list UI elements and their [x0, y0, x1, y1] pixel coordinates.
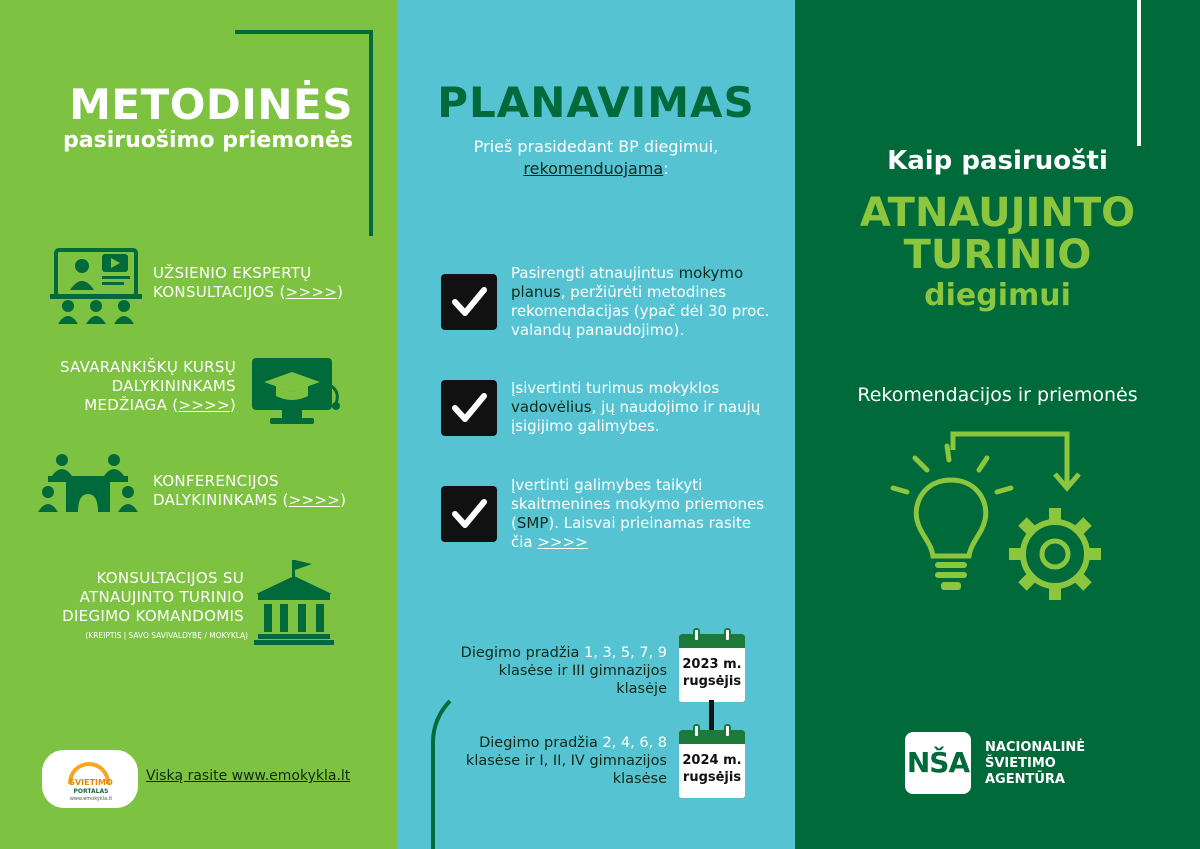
timeline-connector — [709, 700, 714, 730]
right-tagline: Rekomendacijos ir priemonės — [857, 384, 1138, 406]
smp-link[interactable]: >>>> — [537, 533, 588, 551]
emokykla-link[interactable]: Viską rasite www.emokykla.lt — [146, 768, 351, 784]
calendar-2023: 2023 m. rugsėjis — [679, 634, 745, 702]
graduation-monitor-icon — [250, 356, 348, 426]
right-title: ATNAUJINTO TURINIO — [859, 190, 1136, 278]
right-subtitle: diegimui — [924, 278, 1071, 313]
middle-title: PLANAVIMAS — [437, 78, 755, 127]
planning-item-plans: Pasirengti atnaujintus mokymo planus, peržiūrėti metodines rekomendacijas (ypač dėl 30 proc. valandų panaudojimo). — [511, 264, 770, 339]
schedule-text-2024: Diegimo pradžia 2, 4, 6, 8 klasėse ir I, II, IV gimnazijos klasėse — [465, 735, 667, 787]
experts-link[interactable]: >>>> — [285, 283, 338, 301]
svietimo-portalas-logo[interactable]: ŠVIETIMO PORTALAS www.emokykla.lt — [42, 750, 138, 808]
contact-note: (KREIPTIS Į SAVO SAVIVALDYBĘ / MOKYKLĄ) — [85, 631, 248, 640]
middle-panel — [397, 0, 795, 849]
planning-item-smp: Įvertinti galimybes taikyti skaitmenines mokymo priemones (SMP). Laisvai prieinamas rasite čia >>>> — [511, 476, 765, 551]
nsa-logo[interactable]: NŠA — [905, 732, 971, 794]
schedule-text-2023: Diegimo pradžia 1, 3, 5, 7, 9 klasėse ir III gimnazijos klasėje — [460, 645, 667, 697]
courses-link[interactable]: >>>> — [178, 396, 230, 414]
institution-building-icon — [254, 558, 334, 646]
organization-name: NACIONALINĖ ŠVIETIMO AGENTŪRA — [985, 740, 1086, 787]
planning-item-textbooks: Įsivertinti turimus mokyklos vadovėlius, jų naudojimo ir naujų įsigijimo galimybes. — [511, 379, 761, 435]
checkbox-icon — [441, 380, 497, 436]
right-panel — [795, 0, 1200, 849]
right-heading: Kaip pasiruošti — [887, 146, 1108, 176]
list-item-courses: SAVARANKIŠKŲ KURSŲ DALYKININKAMS MEDŽIAGA (>>>>) — [59, 358, 236, 414]
list-item-teams: KONSULTACIJOS SU ATNAUJINTO TURINIO DIEGIMO KOMANDOMIS — [62, 569, 244, 625]
lightbulb-gear-icon — [887, 428, 1117, 604]
expert-consultation-icon — [50, 246, 142, 324]
left-title: METODINĖS — [69, 80, 353, 129]
checkbox-icon — [441, 486, 497, 542]
decorative-line — [1137, 0, 1141, 146]
left-panel — [0, 0, 397, 849]
conference-icon — [38, 452, 138, 512]
conferences-link[interactable]: >>>> — [288, 491, 341, 509]
middle-intro: Prieš prasidedant BP diegimui, rekomenduojama: — [473, 137, 719, 178]
calendar-2024: 2024 m. rugsėjis — [679, 730, 745, 798]
left-subtitle: pasiruošimo priemonės — [63, 128, 353, 153]
list-item-experts: UŽSIENIO EKSPERTŲ KONSULTACIJOS (>>>>) — [153, 264, 344, 301]
checkbox-icon — [441, 274, 497, 330]
list-item-conferences: KONFERENCIJOS DALYKININKAMS (>>>>) — [153, 472, 347, 509]
